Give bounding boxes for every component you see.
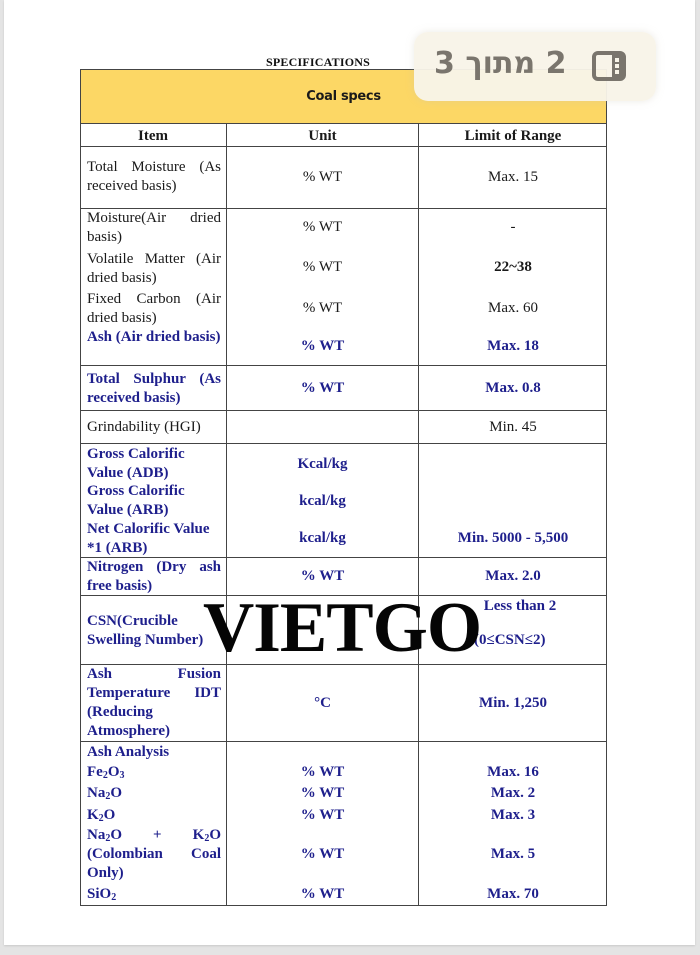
row-item-sio2 — [87, 885, 221, 904]
row-unit: % WT — [300, 785, 345, 801]
row-limit: Less than 2 — [483, 598, 557, 614]
formula-part: SiO — [87, 886, 112, 902]
formula-subscript: 2 — [98, 813, 104, 824]
row-unit: kcal/kg — [299, 493, 346, 509]
column-header-item: Item — [138, 128, 168, 144]
row-item-ncv-arb: Net Calorific Value *1 (ARB) — [87, 521, 210, 556]
row-item-na2o — [87, 784, 221, 803]
row-item-fixed-carbon: Fixed Carbon (Air dried basis) — [87, 291, 221, 326]
table-caption: Coal specs — [306, 89, 381, 104]
document-title: SPECIFICATIONS — [266, 55, 370, 69]
row-unit: kcal/kg — [299, 530, 346, 546]
row-limit-note: (0≤CSN≤2) — [474, 632, 546, 648]
formula-part: Fe — [87, 764, 103, 780]
formula-part: O — [103, 807, 116, 823]
row-item-na2o-k2o — [87, 826, 221, 845]
row-unit: % WT — [300, 764, 345, 780]
row-unit: % WT — [300, 846, 345, 862]
row-unit: % WT — [300, 807, 345, 823]
row-item-grindability: Grindability (HGI) — [87, 419, 201, 435]
formula-part: O — [110, 785, 123, 801]
formula-plus: + — [153, 827, 162, 843]
row-item-total-sulphur: Total Sulphur (As received basis) — [87, 371, 221, 406]
row-limit: Max. 16 — [487, 764, 539, 780]
sidebar-panel-icon[interactable] — [592, 51, 626, 81]
row-limit: Max. 5 — [490, 846, 536, 862]
row-limit: Max. 2 — [490, 785, 536, 801]
row-item-nitrogen: Nitrogen (Dry ash free basis) — [87, 559, 221, 594]
panel-dot — [615, 64, 619, 68]
row-divider — [80, 741, 607, 742]
row-divider — [80, 443, 607, 444]
formula-subscript: 2 — [102, 770, 108, 781]
formula-part: Na — [87, 827, 106, 843]
formula-subscript: 2 — [204, 833, 210, 844]
panel-dot — [615, 70, 619, 74]
row-item-gcv-arb: Gross Calorific Value (ARB) — [87, 483, 185, 518]
formula-subscript: 2 — [111, 892, 117, 903]
page-indicator[interactable] — [414, 32, 656, 101]
formula-part: Na — [87, 785, 106, 801]
row-unit: % WT — [300, 380, 345, 396]
watermark: VIETGO — [203, 589, 482, 667]
row-divider — [80, 410, 607, 411]
row-limit: Max. 0.8 — [485, 380, 541, 396]
row-unit: % WT — [302, 169, 343, 185]
formula-subscript: 3 — [119, 770, 125, 781]
formula-part: O — [209, 827, 221, 843]
row-unit: % WT — [300, 568, 345, 584]
row-unit: % WT — [302, 300, 343, 316]
formula-part: O — [110, 827, 123, 843]
row-item-ash: Ash (Air dried basis) — [87, 329, 221, 345]
row-item-moisture-adb: Moisture(Air dried basis) — [87, 210, 221, 245]
row-limit: - — [510, 219, 516, 235]
row-item-total-moisture: Total Moisture (As received basis) — [87, 159, 221, 194]
row-item-ash-fusion: Ash Fusion Temperature IDT (Reducing Atmosphere) — [87, 666, 221, 739]
column-header-unit: Unit — [308, 128, 337, 144]
row-divider — [80, 146, 607, 147]
row-item-volatile-matter: Volatile Matter (Air dried basis) — [87, 251, 221, 286]
row-limit: 22~38 — [494, 259, 532, 275]
row-item-csn: CSN(Crucible Swelling Number) — [87, 613, 204, 648]
row-item-gcv-adb: Gross Calorific Value (ADB) — [87, 446, 185, 481]
panel-dot — [615, 58, 619, 62]
row-limit: Min. 5000 - 5,500 — [457, 530, 569, 546]
row-limit: Min. 45 — [489, 419, 537, 435]
row-unit: Kcal/kg — [297, 456, 348, 472]
row-unit: % WT — [302, 219, 343, 235]
row-limit: Max. 15 — [488, 169, 538, 185]
page-count-label: 2 מתוך 3 — [434, 46, 567, 81]
row-item-colombian-note: (Colombian Coal Only) — [87, 846, 221, 881]
row-unit: °C — [314, 695, 331, 711]
row-unit: % WT — [300, 886, 345, 902]
formula-part: K — [87, 807, 99, 823]
column-divider — [226, 124, 227, 906]
row-item-k2o — [87, 806, 221, 825]
row-unit: % WT — [302, 259, 343, 275]
row-limit: Max. 3 — [490, 807, 536, 823]
column-divider — [418, 124, 419, 906]
row-item-fe2o3 — [87, 763, 221, 782]
row-item-ash-analysis: Ash Analysis — [87, 744, 170, 760]
row-limit: Max. 18 — [487, 338, 539, 354]
row-limit: Max. 60 — [488, 300, 538, 316]
row-limit: Min. 1,250 — [479, 695, 547, 711]
formula-part: K — [192, 827, 205, 843]
formula-part — [193, 826, 221, 845]
row-limit: Max. 2.0 — [485, 568, 541, 584]
formula-part — [87, 826, 122, 845]
formula-subscript: 2 — [105, 791, 111, 802]
row-limit: Max. 70 — [487, 886, 539, 902]
formula-part: O — [107, 764, 120, 780]
column-header-limit: Limit of Range — [464, 128, 562, 144]
row-unit: % WT — [300, 338, 345, 354]
row-divider — [80, 365, 607, 366]
formula-subscript: 2 — [105, 833, 111, 844]
